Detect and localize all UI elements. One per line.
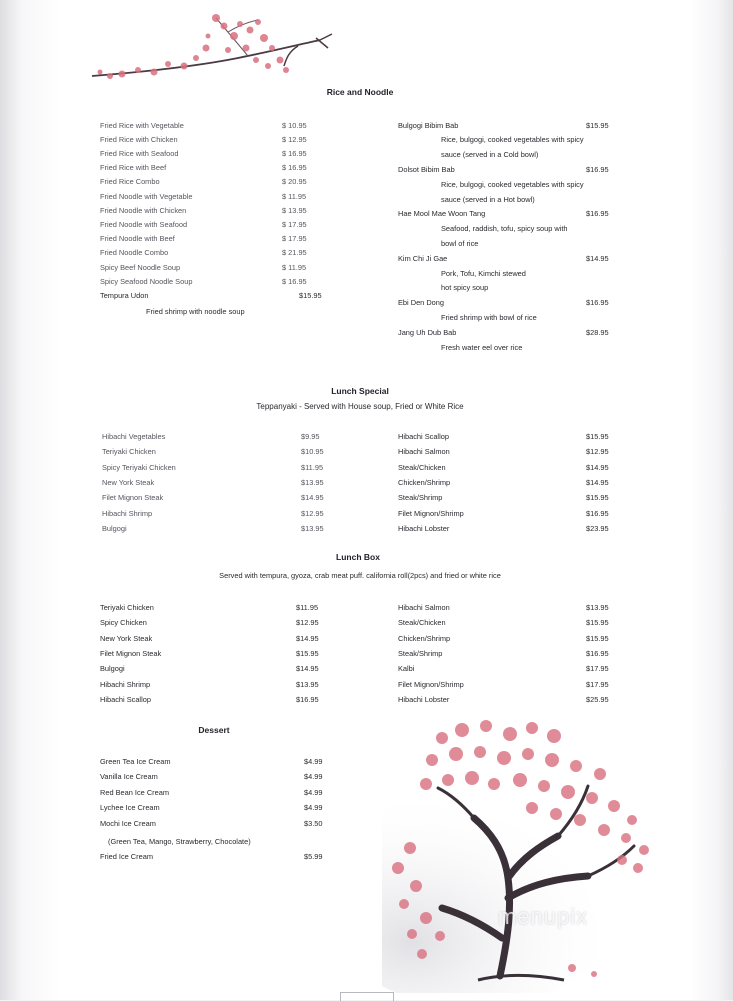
menu-item-price: $ 12.95 (282, 134, 307, 144)
menu-item-name: Kim Chi Ji Gae (398, 253, 448, 263)
menu-item-name: Tempura Udon (100, 290, 149, 300)
lunch-box-item (100, 616, 330, 629)
menu-item-description: sauce (served in a Hot bowl) (441, 194, 535, 204)
rice-noodle-item (100, 246, 360, 259)
menu-item-name: Chicken/Shrimp (398, 633, 451, 643)
menu-item-price: $13.95 (586, 603, 609, 612)
menu-item-name: Filet Mignon/Shrimp (398, 679, 464, 689)
menu-item-name: Fried Rice with Seafood (100, 148, 179, 158)
lunch-box-item (398, 693, 614, 706)
rice-noodle-item (100, 133, 360, 146)
menu-item-description: bowl of rice (441, 238, 479, 248)
lunch-box-item (398, 601, 614, 614)
menu-item-name: Hibachi Salmon (398, 447, 450, 457)
menu-item-name: Ebi Den Dong (398, 298, 445, 308)
rice-noodle-item (100, 232, 360, 245)
lunch-special-heading: Lunch Special (331, 386, 389, 396)
menu-item-price: $9.95 (301, 432, 320, 441)
tempura-udon-description: Fried shrimp with noodle soup (146, 307, 245, 316)
lunch-box-item (100, 647, 330, 660)
menu-item-name: Teriyaki Chicken (102, 447, 156, 457)
menu-item-name: Red Bean Ice Cream (100, 787, 170, 797)
menu-item-price: $ 11.95 (282, 191, 307, 201)
menu-item-name: Fried Noodle with Seafood (100, 219, 188, 229)
menu-item-name: Hae Mool Mae Woon Tang (398, 209, 486, 219)
menu-item-price: $15.95 (299, 290, 322, 300)
menu-item-name: Hibachi Lobster (398, 694, 450, 704)
lunch-special-item (398, 491, 614, 504)
menu-item-name: Vanilla Ice Cream (100, 772, 158, 782)
menu-item-price: $15.95 (586, 633, 609, 643)
menu-item-description: Rice, bulgogi, cooked vegetables with spicy (441, 179, 584, 189)
lunch-special-item (398, 476, 614, 489)
menu-item-price: $16.95 (296, 694, 319, 704)
menu-item-name: Kalbi (398, 664, 415, 674)
rice-noodle-item (100, 289, 360, 302)
menu-item-price: $15.95 (586, 493, 609, 503)
lunch-special-item (102, 522, 332, 535)
menu-item-price: $16.95 (586, 164, 609, 174)
dessert-item (100, 817, 330, 830)
menu-item-name: Hibachi Vegetables (102, 432, 166, 441)
menu-item-price: $13.95 (301, 477, 324, 487)
menu-item-price: $4.99 (304, 757, 323, 766)
menu-item-description: sauce (served in a Cold bowl) (441, 150, 539, 160)
menu-item-name: Mochi Ice Cream (100, 818, 156, 828)
menu-item-name: Jang Uh Dub Bab (398, 327, 457, 337)
mochi-flavors-note: (Green Tea, Mango, Strawberry, Chocolate) (108, 837, 251, 846)
menu-item-price: $15.95 (586, 432, 609, 441)
menu-item-name: Steak/Shrimp (398, 493, 443, 503)
dessert-item (100, 786, 330, 799)
menu-item-name: Fried Rice with Chicken (100, 134, 178, 144)
rice-noodle-item (398, 326, 614, 339)
menu-item-name: Hibachi Shrimp (102, 508, 153, 518)
menu-item-name: Hibachi Scallop (100, 694, 151, 704)
menu-item-price: $15.95 (586, 618, 609, 628)
dessert-item-fried-ice-cream (100, 850, 330, 863)
menu-item-name: Chicken/Shrimp (398, 477, 451, 487)
menu-item-price: $14.95 (586, 462, 609, 472)
lunch-box-item (398, 662, 614, 675)
menu-item-price: $16.95 (586, 298, 609, 308)
menu-item-name: Spicy Teriyaki Chicken (102, 462, 176, 472)
menu-item-price: $12.95 (586, 447, 609, 457)
rice-noodle-item (100, 261, 360, 274)
menu-item-price: $4.99 (304, 803, 323, 813)
menu-item-price: $12.95 (301, 508, 324, 518)
menu-item-name: Filet Mignon/Shrimp (398, 508, 464, 518)
menu-item-name: Hibachi Shrimp (100, 679, 151, 689)
menu-item-price: $16.95 (586, 508, 609, 518)
menu-item-price: $ 20.95 (282, 177, 307, 187)
lunch-special-item (102, 445, 332, 458)
menu-item-name: Steak/Chicken (398, 618, 446, 628)
menu-item-name: Fried Noodle with Beef (100, 234, 175, 244)
menu-item-price: $11.95 (296, 603, 319, 612)
menu-item-price: $23.95 (586, 523, 609, 533)
menu-item-description: Seafood, raddish, tofu, spicy soup with (441, 224, 568, 234)
menu-item-name: Hibachi Scallop (398, 432, 449, 441)
menu-item-price: $ 17.95 (282, 234, 307, 244)
menu-item-name: New York Steak (100, 633, 153, 643)
rice-noodle-item (100, 218, 360, 231)
lunch-special-item (398, 507, 614, 520)
lunch-box-item (100, 662, 330, 675)
menu-item-price: $13.95 (296, 679, 319, 689)
menu-item-description: Pork, Tofu, Kimchi stewed (441, 268, 526, 278)
rice-noodle-item (398, 252, 614, 265)
menu-item-name: Bulgogi Bibim Bab (398, 120, 459, 130)
menu-item-name: Bulgogi (102, 523, 127, 533)
menu-item-price: $ 21.95 (282, 248, 307, 258)
menu-item-price: $ 16.95 (282, 276, 307, 286)
menu-item-price: $11.95 (301, 462, 324, 472)
rice-noodle-item (398, 207, 614, 220)
menu-item-price: $ 11.95 (282, 262, 307, 272)
menu-item-price: $17.95 (586, 679, 609, 689)
menu-item-price: $ 16.95 (282, 163, 307, 173)
menu-item-name: Filet Mignon Steak (102, 493, 164, 503)
menu-item-price: $ 13.95 (282, 205, 307, 215)
lunch-special-item (398, 522, 614, 535)
rice-noodle-heading: Rice and Noodle (326, 87, 394, 97)
menu-item-price: $4.99 (304, 772, 323, 782)
lunch-box-item (100, 693, 330, 706)
menu-item-name: Hibachi Salmon (398, 603, 450, 612)
menu-item-name: Hibachi Lobster (398, 523, 450, 533)
dessert-item-name: Fried Ice Cream (100, 852, 153, 861)
menu-item-name: Lychee Ice Cream (100, 803, 160, 813)
lunch-box-item (100, 601, 330, 614)
menu-item-price: $15.95 (296, 648, 319, 658)
menu-item-price: $4.99 (304, 787, 323, 797)
lunch-box-item (398, 616, 614, 629)
menu-item-name: Spicy Chicken (100, 618, 147, 628)
menu-item-price: $16.95 (586, 209, 609, 219)
lunch-special-item (102, 507, 332, 520)
menu-item-price: $3.50 (304, 818, 323, 828)
cherry-blossom-tree-illustration (382, 708, 682, 993)
menu-item-price: $14.95 (296, 633, 319, 643)
lunch-box-item (100, 678, 330, 691)
dessert-item (100, 755, 330, 768)
menu-item-name: Bulgogi (100, 664, 125, 674)
menu-item-price: $ 16.95 (282, 148, 307, 158)
menu-item-description: hot spicy soup (441, 283, 489, 293)
menu-item-price: $15.95 (586, 120, 609, 130)
menu-item-name: Fried Noodle with Vegetable (100, 191, 193, 201)
menu-item-price: $14.95 (586, 253, 609, 263)
rice-noodle-item (100, 275, 360, 288)
dessert-heading: Dessert (198, 725, 230, 735)
menu-item-price: $12.95 (296, 618, 319, 628)
dessert-item (100, 801, 330, 814)
menu-item-name: Fried Noodle Combo (100, 248, 169, 258)
menu-item-name: Dolsot Bibim Bab (398, 164, 455, 174)
rice-noodle-item (100, 147, 360, 160)
lunch-box-item (398, 632, 614, 645)
menu-item-price: $25.95 (586, 694, 609, 704)
menu-item-name: Teriyaki Chicken (100, 603, 154, 612)
lunch-box-subtitle: Served with tempura, gyoza, crab meat puff. california roll(2pcs) and fried or white rice (219, 571, 501, 580)
menupix-watermark: menupix (498, 904, 589, 929)
rice-noodle-item (100, 204, 360, 217)
menu-item-name: Green Tea Ice Cream (100, 757, 171, 766)
menu-item-price: $14.95 (586, 477, 609, 487)
menu-item-name: Spicy Beef Noodle Soup (100, 262, 181, 272)
menu-item-name: Fried Rice Combo (100, 177, 160, 187)
lunch-box-item (398, 647, 614, 660)
rice-noodle-item (398, 296, 614, 309)
menu-item-price: $28.95 (586, 327, 609, 337)
rice-noodle-item (100, 161, 360, 174)
menu-item-description: Fried shrimp with bowl of rice (441, 312, 537, 322)
menu-item-price: $16.95 (586, 648, 609, 658)
lunch-special-item (102, 430, 332, 443)
lunch-special-subtitle: Teppanyaki - Served with House soup, Fried or White Rice (256, 402, 464, 411)
menu-item-description: Fresh water eel over rice (441, 342, 523, 352)
menu-item-name: Steak/Shrimp (398, 648, 443, 658)
menu-item-price: $13.95 (301, 523, 324, 533)
rice-noodle-item (100, 175, 360, 188)
lunch-box-heading: Lunch Box (336, 552, 380, 562)
menu-item-name: New York Steak (102, 477, 155, 487)
menu-item-name: Fried Noodle with Chicken (100, 205, 187, 215)
menu-item-name: Steak/Chicken (398, 462, 446, 472)
dessert-item (100, 770, 330, 783)
menu-item-name: Spicy Seafood Noodle Soup (100, 276, 193, 286)
lunch-box-item (100, 632, 330, 645)
menu-item-name: Filet Mignon Steak (100, 648, 162, 658)
rice-noodle-item (398, 119, 614, 132)
lunch-special-item (102, 476, 332, 489)
lunch-special-item (398, 445, 614, 458)
rice-noodle-item (100, 190, 360, 203)
rice-noodle-item (100, 119, 360, 132)
lunch-special-item (398, 461, 614, 474)
lunch-special-item (398, 430, 614, 443)
menu-item-price: $ 10.95 (282, 120, 307, 130)
menu-item-price: $ 17.95 (282, 219, 307, 229)
menu-item-name: Fried Rice with Beef (100, 163, 167, 173)
lunch-box-item (398, 678, 614, 691)
menu-item-price: $14.95 (301, 493, 324, 503)
menu-item-description: Rice, bulgogi, cooked vegetables with spicy (441, 135, 584, 145)
menu-item-name: Fried Rice with Vegetable (100, 120, 184, 130)
lunch-special-item (102, 491, 332, 504)
menu-item-price: $10.95 (301, 447, 324, 457)
rice-noodle-item (398, 163, 614, 176)
menu-item-price: $17.95 (586, 664, 609, 674)
menu-item-price: $14.95 (296, 664, 319, 674)
dessert-item-price: $5.99 (304, 852, 323, 861)
lunch-special-item (102, 461, 332, 474)
